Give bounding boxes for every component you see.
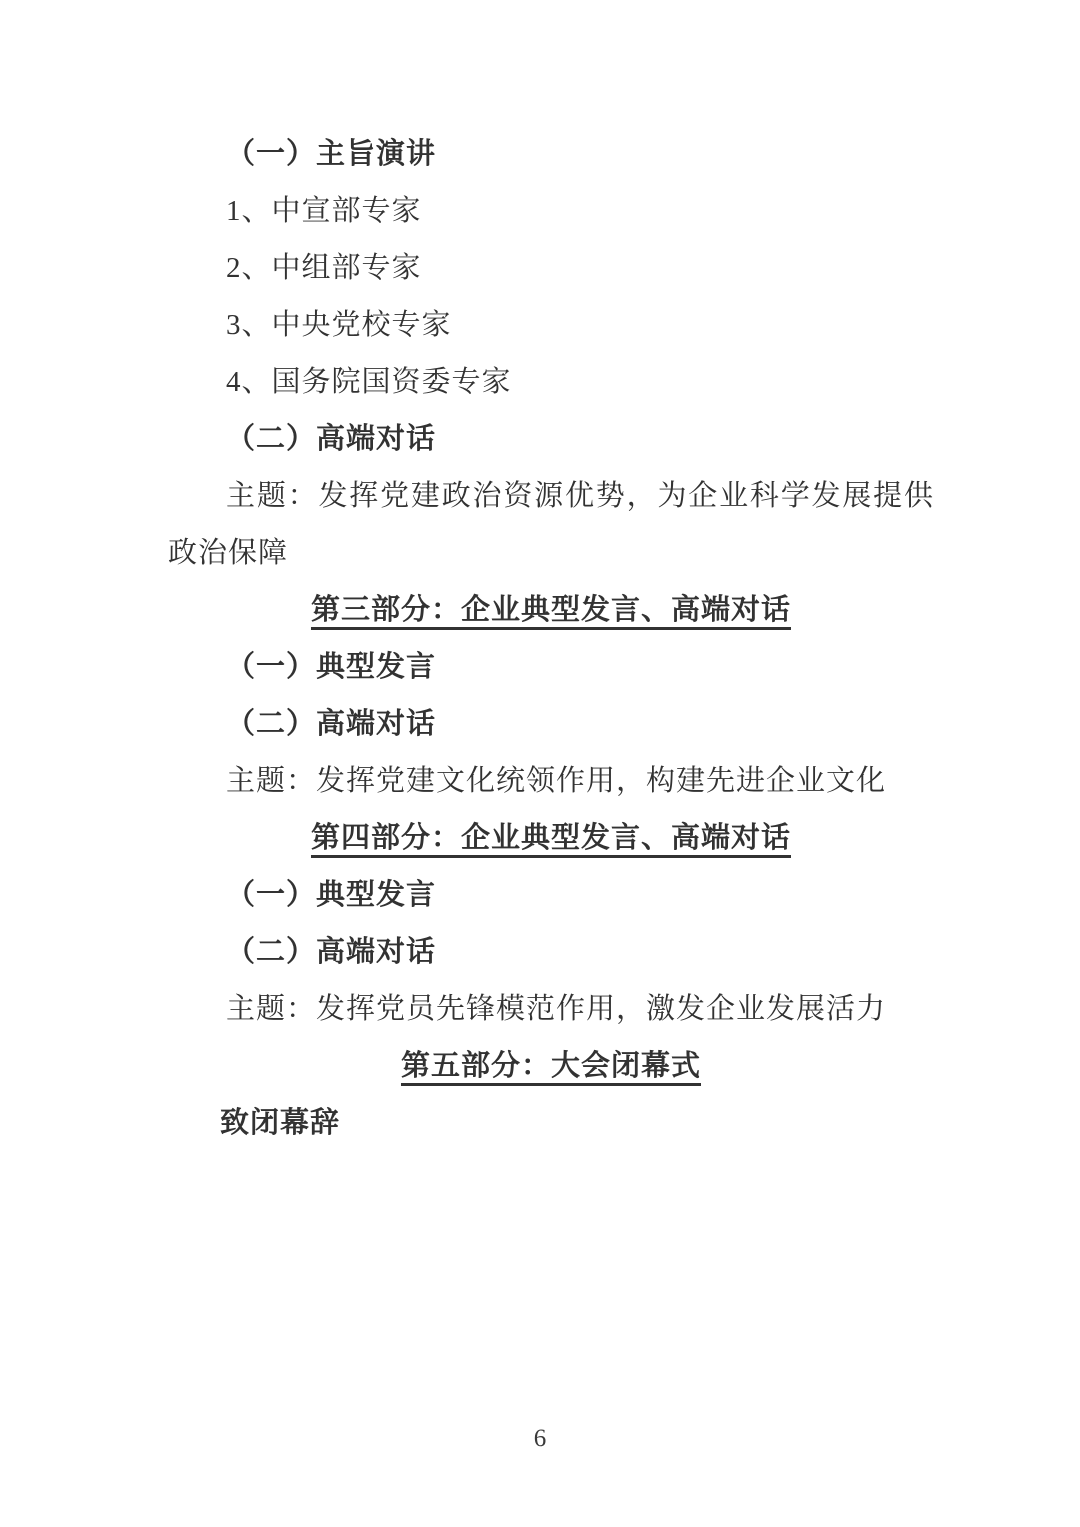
section-heading-text: 第四部分：企业典型发言、高端对话 xyxy=(310,822,791,854)
document-line-section xyxy=(168,810,934,867)
document-line-paragraph: 主题：发挥党员先锋模范作用，激发企业发展活力 xyxy=(226,993,887,1025)
document-line-body: 4、国务院国资委专家 xyxy=(226,366,512,398)
document-line-subheading: （一）典型发言 xyxy=(226,879,437,911)
section-heading-text: 第五部分：大会闭幕式 xyxy=(400,1050,701,1082)
page-number: 6 xyxy=(533,1425,547,1452)
document-line-body: 2、中组部专家 xyxy=(226,252,422,284)
document-line-subheading: （一）主旨演讲 xyxy=(226,138,437,170)
section-heading-text: 第三部分：企业典型发言、高端对话 xyxy=(310,594,791,626)
document-line-body: 3、中央党校专家 xyxy=(226,309,452,341)
document-line-subheading: （二）高端对话 xyxy=(226,708,437,740)
document-line-closing: 致闭幕辞 xyxy=(220,1107,341,1139)
document-line-section xyxy=(168,582,934,639)
document-line-subheading: （一）典型发言 xyxy=(226,651,437,683)
document-line-paragraph: 主题：发挥党建文化统领作用，构建先进企业文化 xyxy=(226,765,887,797)
document-content xyxy=(168,126,934,1152)
document-line-subheading: （二）高端对话 xyxy=(226,423,437,455)
document-line-paragraph: 主题：发挥党建政治资源优势，为企业科学发展提供政治保障 xyxy=(168,480,934,569)
document-line-section xyxy=(168,1038,934,1095)
document-line-body: 1、中宣部专家 xyxy=(226,195,422,227)
document-line-subheading: （二）高端对话 xyxy=(226,936,437,968)
